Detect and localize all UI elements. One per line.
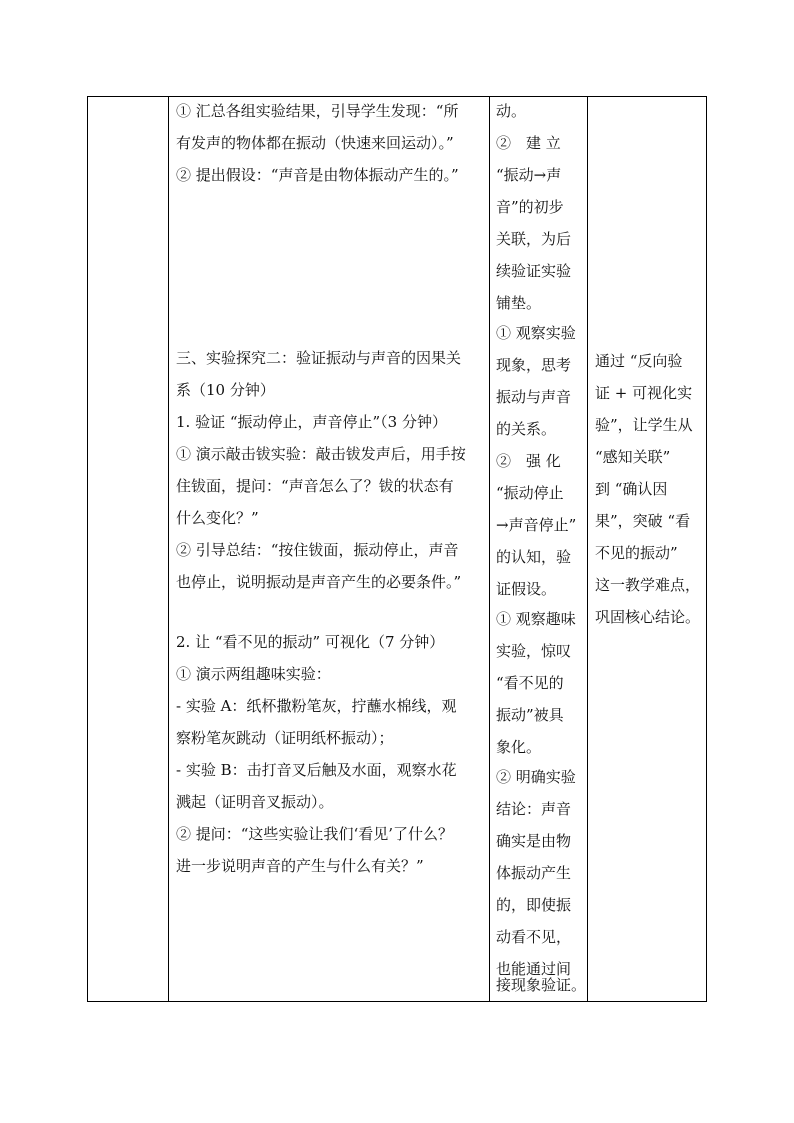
text-line: ② 明确实验 [496, 768, 576, 786]
text-line: 的认知，验 [496, 548, 572, 566]
text-line: 巩固核心结论。 [595, 608, 701, 626]
text-line: 的关系。 [496, 420, 557, 438]
text-line: “振动→声 [496, 166, 562, 184]
text-line: 关联，为后 [496, 230, 572, 248]
text-line: 确实是由物 [496, 832, 572, 850]
text-line: “感知关联” [595, 448, 671, 466]
student-activity-cell [490, 97, 587, 1001]
text-line: 证假设。 [496, 580, 557, 598]
text-line: 振动与声音 [496, 388, 572, 406]
text-line: 溅起（证明音叉振动）。 [176, 793, 334, 811]
text-line: →声音停止” [496, 516, 577, 534]
text-line: 实验，惊叹 [496, 642, 572, 660]
text-line: 动看不见， [496, 928, 572, 946]
text-line: ① 观察趣味 [496, 610, 576, 628]
text-line: 象化。 [496, 738, 542, 756]
text-line: 察粉笔灰跳动（证明纸杯振动）； [176, 729, 394, 747]
text-line: ② 强 化 [496, 452, 561, 470]
text-line: ② 提出假设：“声音是由物体振动产生的。” [176, 166, 459, 184]
text-line: 音”的初步 [496, 198, 564, 216]
text-line: 结论：声音 [496, 800, 572, 818]
text-line: 通过 “反向验 [595, 352, 683, 370]
text-line: 住钹面，提问：“声音怎么了？钹的状态有 [176, 477, 454, 495]
text-line: 到 “确认因 [595, 480, 668, 498]
text-line: “振动停止 [496, 484, 564, 502]
text-line: 动。 [496, 102, 527, 120]
text-line: “看不见的 [496, 674, 564, 692]
text-line: 也能通过间 [496, 960, 572, 978]
text-line: 系（10 分钟） [176, 381, 275, 399]
text-line: 果”，突破 “看 [595, 512, 691, 530]
text-line: 有发声的物体都在振动（快速来回运动）。” [176, 134, 454, 152]
text-line: 振动”被具 [496, 706, 564, 724]
text-line: 什么变化？” [176, 509, 259, 527]
text-line: ① 演示两组趣味实验： [176, 665, 331, 683]
text-line: - 实验 B：击打音叉后触及水面，观察水花 [176, 761, 457, 779]
text-line: 2. 让 “看不见的振动” 可视化（7 分钟） [176, 633, 445, 651]
text-line: ② 提问：“这些实验让我们‘看见’了什么？ [176, 825, 453, 843]
text-line: 现象，思考 [496, 356, 572, 374]
text-line: 证 + 可视化实 [595, 384, 693, 402]
text-line: ① 演示敲击钹实验：敲击钹发声后，用手按 [176, 445, 466, 463]
text-line: ① 汇总各组实验结果，引导学生发现：“所 [176, 102, 459, 120]
text-line: 续验证实验 [496, 262, 572, 280]
text-line: - 实验 A：纸杯撒粉笔灰，拧蘸水棉线，观 [176, 697, 457, 715]
text-line: ① 观察实验 [496, 324, 576, 342]
text-line: 三、实验探究二：验证振动与声音的因果关 [176, 349, 462, 367]
text-line: 不见的振动” [595, 544, 678, 562]
text-line: 的，即使振 [496, 896, 572, 914]
text-line: 这一教学难点， [595, 576, 701, 594]
text-line: ② 引导总结：“按住钹面，振动停止，声音 [176, 541, 459, 559]
text-line: 接现象验证。 [496, 976, 587, 994]
text-line: 铺垫。 [496, 294, 542, 312]
teacher-activity-cell [169, 97, 489, 1001]
text-line: 1. 验证 “振动停止，声音停止”（3 分钟） [176, 413, 447, 431]
text-line: 也停止，说明振动是声音产生的必要条件。” [176, 573, 462, 591]
lesson-plan-table [87, 96, 707, 1002]
text-line: 体振动产生 [496, 864, 572, 882]
design-intent-cell [588, 97, 707, 1001]
text-line: 验”，让学生从 [595, 416, 693, 434]
text-line: ② 建 立 [496, 134, 561, 152]
text-line: 进一步说明声音的产生与什么有关？” [176, 857, 424, 875]
